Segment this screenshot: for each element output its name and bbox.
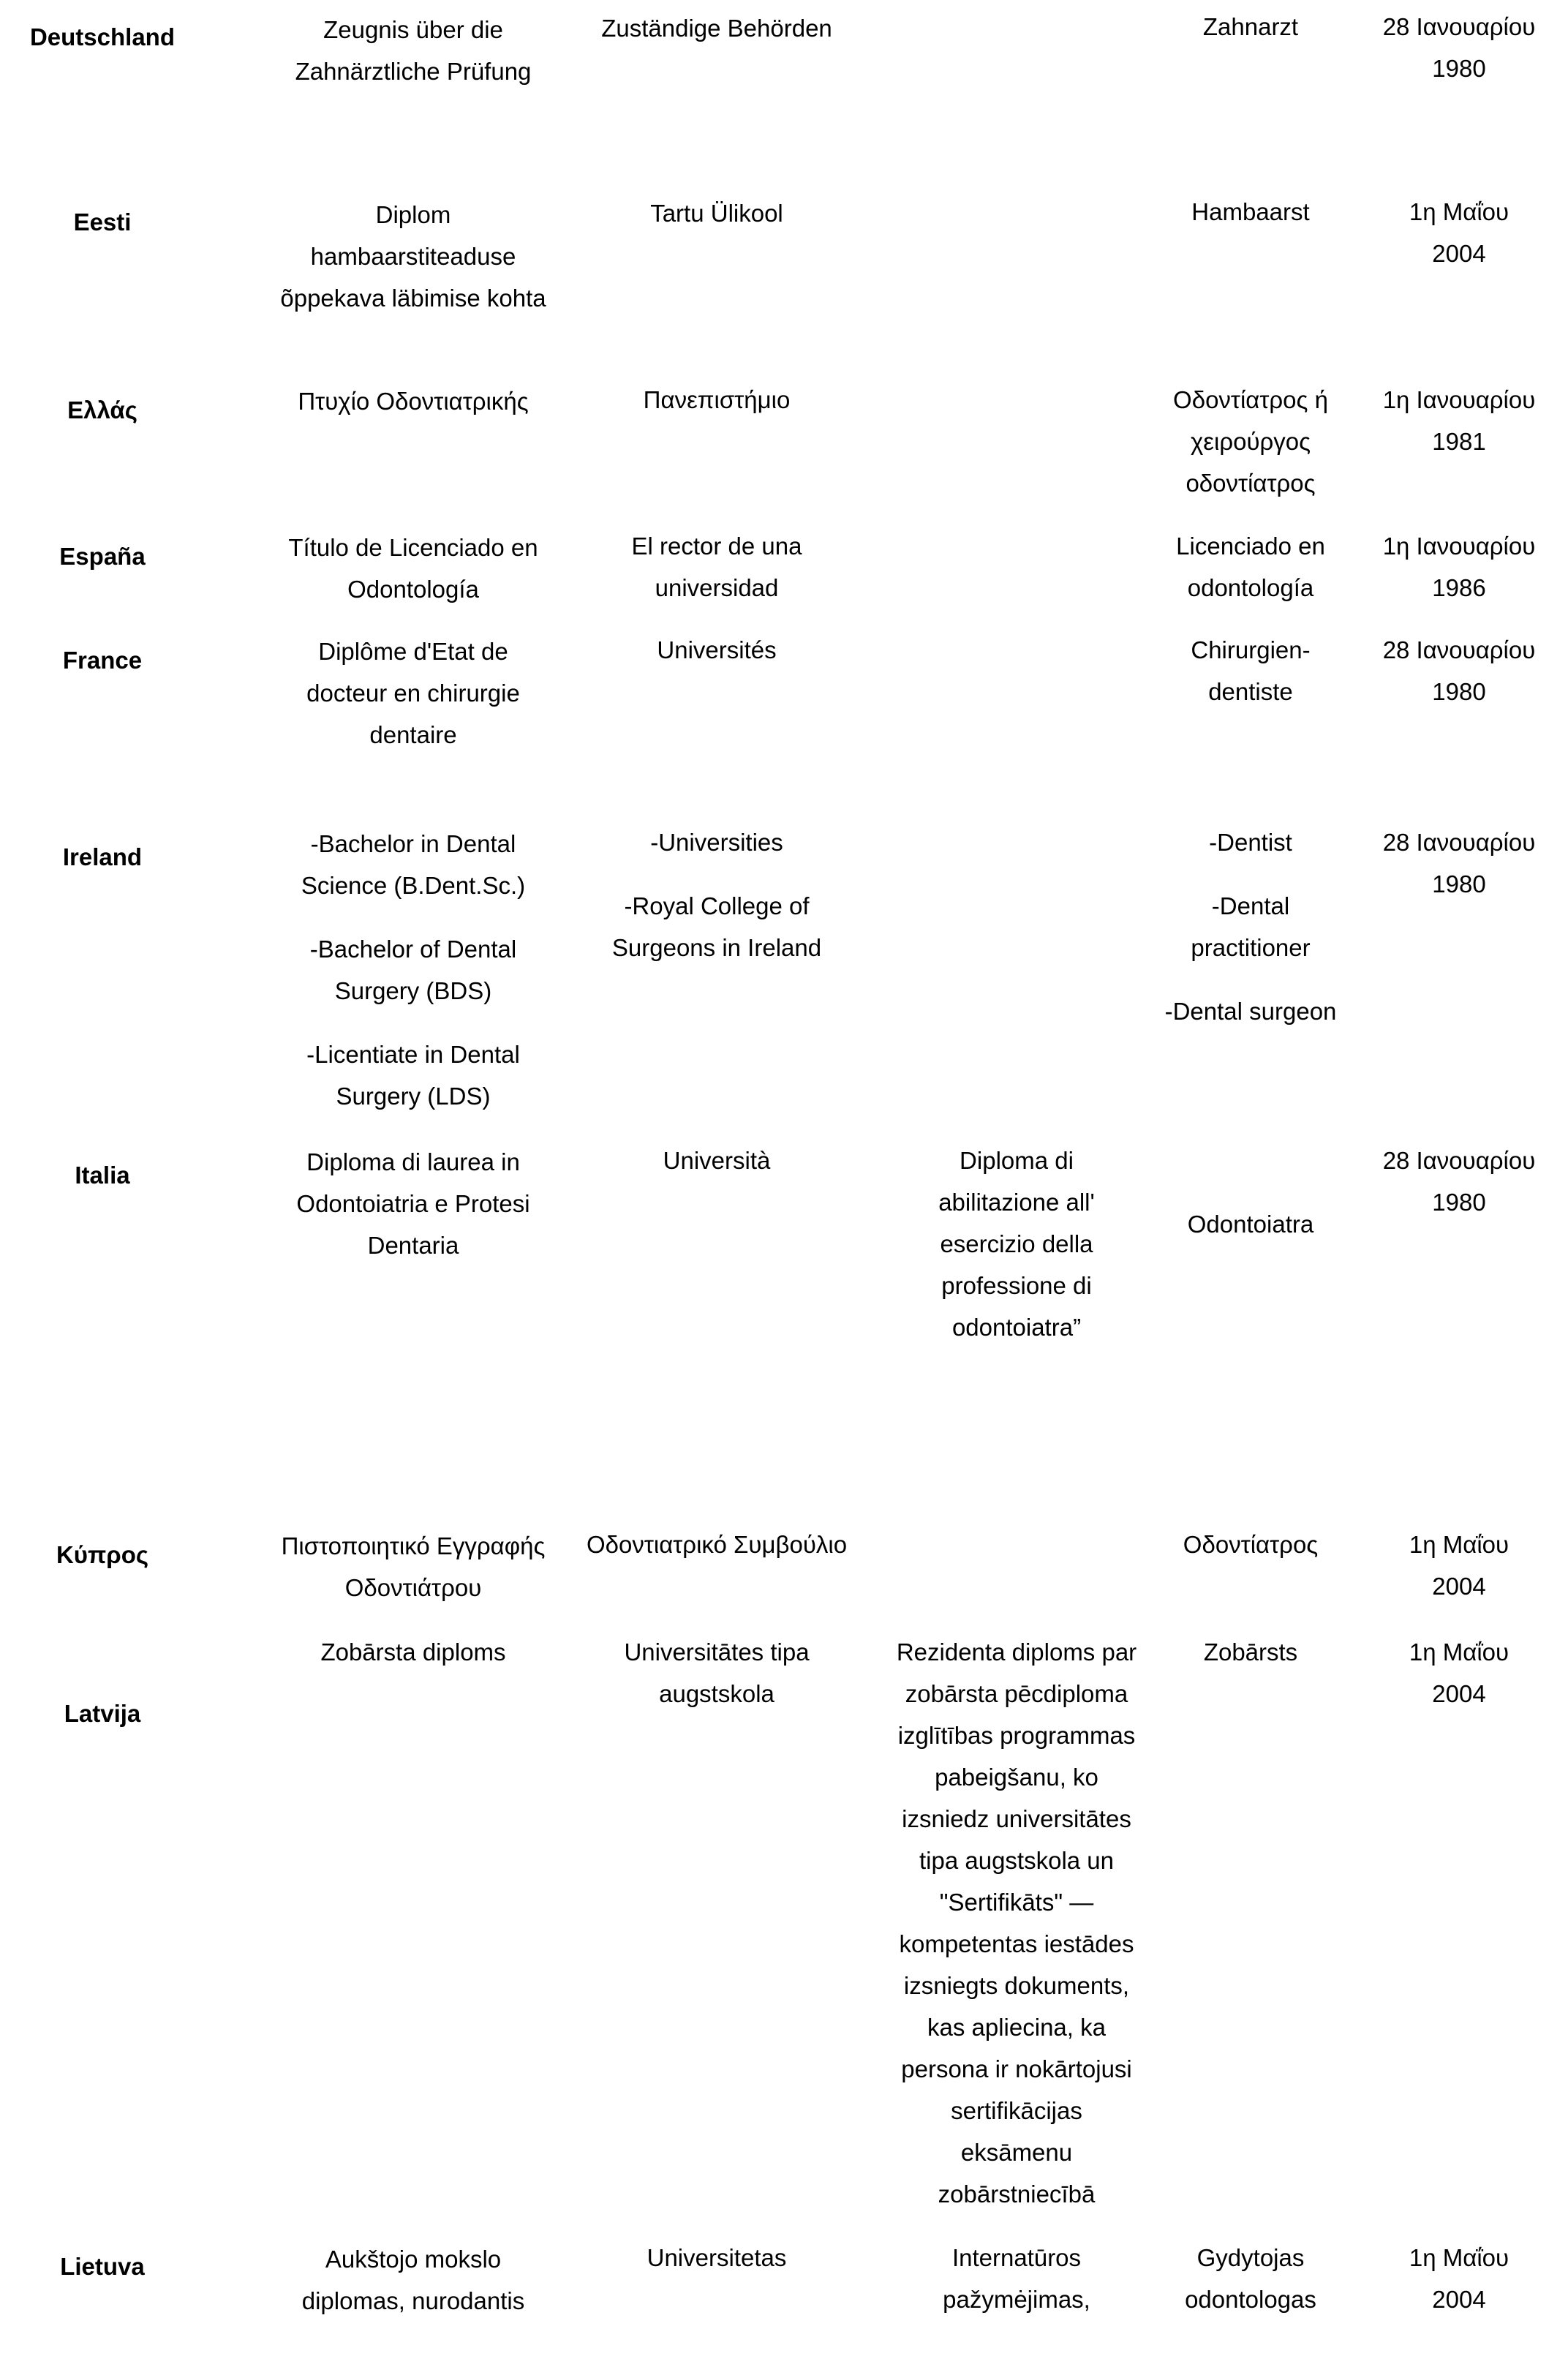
- cell-line: 1980: [1432, 1189, 1486, 1216]
- awarding-body-cell: [563, 1631, 870, 1715]
- cell-line: Surgeons in Ireland: [611, 934, 822, 961]
- awarding-body-cell: [563, 192, 870, 234]
- cell-line: Hambaarst: [1191, 198, 1310, 225]
- country-cell: [0, 535, 205, 577]
- cell-line: Surgery (LDS): [336, 1083, 491, 1110]
- reference-date-cell: [1360, 6, 1558, 89]
- diploma-cell: [263, 631, 563, 756]
- cell-line: [263, 906, 563, 928]
- reference-date-cell: [1360, 379, 1558, 462]
- country-cell: [0, 389, 205, 431]
- diploma-cell: [263, 2238, 563, 2322]
- cell-line: pažymėjimas,: [943, 2286, 1090, 2313]
- cell-line: 2004: [1432, 1573, 1486, 1600]
- awarding-body-cell: [563, 1524, 870, 1565]
- cell-line: 2004: [1432, 240, 1486, 267]
- cell-line: 28 Ιανουαρίου: [1382, 636, 1536, 663]
- cell-line: izsniedz universitātes: [902, 1805, 1131, 1832]
- reference-date-cell: [1360, 821, 1558, 905]
- cell-line: 1η Μαΐου: [1409, 1638, 1509, 1666]
- cell-line: Πανεπιστήμιο: [643, 386, 791, 413]
- cell-line: practitioner: [1191, 934, 1311, 961]
- cell-line: Gydytojas: [1196, 2244, 1305, 2271]
- reference-date-cell: [1360, 629, 1558, 712]
- diploma-cell: [263, 1525, 563, 1608]
- cell-line: Universitetas: [647, 2244, 787, 2271]
- cell-line: Πιστοποιητικό Εγγραφής: [281, 1532, 546, 1559]
- cell-line: augstskola: [659, 1680, 774, 1707]
- professional-title-cell: [1141, 1524, 1360, 1565]
- cell-line: izsniegts dokuments,: [903, 1972, 1130, 1999]
- cell-line: 28 Ιανουαρίου: [1382, 13, 1536, 40]
- certificate-cell: [870, 1631, 1163, 2215]
- cell-line: -Licentiate in Dental: [306, 1041, 520, 1068]
- cell-line: Odontoiatra: [1187, 1211, 1314, 1238]
- cell-line: Ireland: [62, 843, 143, 870]
- awarding-body-cell: [563, 379, 870, 421]
- cell-line: Diploma di laurea in: [306, 1148, 520, 1175]
- diploma-cell: [263, 380, 563, 422]
- cell-line: Odontología: [347, 576, 479, 603]
- cell-line: abilitazione all': [938, 1189, 1095, 1216]
- cell-line: Οδοντιατρικό Συμβούλιο: [586, 1531, 848, 1558]
- cell-line: Licenciado en: [1176, 533, 1325, 560]
- cell-line: Internatūros: [951, 2244, 1082, 2271]
- reference-date-cell: [1360, 191, 1558, 274]
- country-cell: [0, 836, 205, 878]
- cell-line: professione di: [941, 1272, 1092, 1299]
- diploma-cell: [263, 1631, 563, 1673]
- cell-line: -Bachelor in Dental: [310, 830, 516, 857]
- professional-title-cell: [1141, 525, 1360, 609]
- diploma-cell: [263, 527, 563, 610]
- reference-date-cell: [1360, 1631, 1558, 1715]
- cell-line: kas apliecina, ka: [927, 2014, 1106, 2041]
- cell-line: 1981: [1432, 428, 1486, 455]
- cell-line: -Royal College of: [624, 892, 810, 919]
- certificate-cell: [870, 2237, 1163, 2320]
- cell-line: -Dental: [1211, 892, 1290, 919]
- cell-line: Diplôme d'Etat de: [318, 638, 508, 665]
- cell-line: Diplom: [375, 201, 451, 228]
- cell-line: Universités: [657, 636, 777, 663]
- awarding-body-cell: [563, 821, 870, 968]
- awarding-body-cell: [563, 2237, 870, 2278]
- reference-date-cell: [1360, 1524, 1558, 1607]
- cell-line: Zahnärztliche Prüfung: [295, 58, 532, 85]
- cell-line: 1986: [1432, 574, 1486, 601]
- cell-line: persona ir nokārtojusi: [901, 2055, 1132, 2082]
- cell-line: 1η Ιανουαρίου: [1382, 386, 1536, 413]
- cell-line: 2004: [1432, 1680, 1486, 1707]
- cell-line: Zahnarzt: [1202, 13, 1299, 40]
- cell-line: odontologas: [1185, 2286, 1316, 2313]
- professional-title-cell: [1141, 191, 1360, 233]
- cell-line: Tartu Ülikool: [650, 200, 783, 227]
- cell-line: esercizio della: [940, 1230, 1093, 1257]
- professional-title-cell: [1141, 6, 1360, 48]
- cell-line: eksāmenu: [960, 2139, 1073, 2166]
- cell-line: zobārstniecībā: [938, 2180, 1096, 2208]
- diploma-cell: [263, 1141, 563, 1266]
- cell-line: diplomas, nurodantis: [301, 2287, 525, 2314]
- cell-line: Chirurgien-: [1191, 636, 1311, 663]
- cell-line: Latvija: [64, 1700, 141, 1727]
- professional-title-cell: [1141, 1203, 1360, 1245]
- cell-line: hambaarstiteaduse: [310, 243, 516, 270]
- cell-line: "Sertifikāts" —: [939, 1889, 1094, 1916]
- cell-line: 1980: [1432, 678, 1486, 705]
- reference-date-cell: [1360, 525, 1558, 609]
- awarding-body-cell: [563, 525, 870, 609]
- professional-title-cell: [1141, 1631, 1360, 1673]
- cell-line: [1141, 968, 1360, 990]
- cell-line: 1η Ιανουαρίου: [1382, 533, 1536, 560]
- country-cell: [0, 1154, 205, 1196]
- diploma-cell: [263, 9, 563, 92]
- cell-line: pabeigšanu, ko: [935, 1764, 1098, 1791]
- cell-line: 28 Ιανουαρίου: [1382, 1147, 1536, 1174]
- cell-line: izglītības programmas: [897, 1722, 1136, 1749]
- cell-line: France: [62, 647, 143, 674]
- cell-line: Diploma di: [960, 1147, 1074, 1174]
- reference-date-cell: [1360, 2237, 1558, 2320]
- cell-line: [563, 863, 870, 885]
- cell-line: 1η Μαΐου: [1409, 198, 1509, 225]
- cell-line: Dentaria: [367, 1232, 459, 1259]
- country-cell: [0, 1534, 205, 1576]
- cell-line: Zobārsts: [1203, 1638, 1298, 1666]
- cell-line: Ελλάς: [67, 396, 137, 424]
- cell-line: Πτυχίο Οδοντιατρικής: [298, 388, 529, 415]
- cell-line: οδοντίατρος: [1186, 470, 1316, 497]
- cell-line: 28 Ιανουαρίου: [1382, 829, 1536, 856]
- cell-line: Aukštojo mokslo: [325, 2246, 502, 2273]
- awarding-body-cell: [563, 629, 870, 671]
- cell-line: zobārsta pēcdiploma: [905, 1680, 1128, 1707]
- professional-title-cell: [1141, 2237, 1360, 2320]
- cell-line: tipa augstskola un: [919, 1847, 1114, 1874]
- cell-line: Zobārsta diploms: [320, 1638, 506, 1666]
- awarding-body-cell: [563, 7, 870, 49]
- awarding-body-cell: [563, 1140, 870, 1181]
- cell-line: universidad: [655, 574, 779, 601]
- cell-line: Italia: [75, 1162, 130, 1189]
- country-cell: [0, 2246, 205, 2287]
- cell-line: χειρούργος: [1190, 428, 1311, 455]
- cell-line: Zuständige Behörden: [601, 15, 832, 42]
- certificate-cell: [870, 1140, 1163, 1348]
- cell-line: Οδοντίατρος ή: [1173, 386, 1328, 413]
- cell-line: Universitātes tipa: [624, 1638, 810, 1666]
- cell-line: 2004: [1432, 2286, 1486, 2313]
- cell-line: Università: [663, 1147, 771, 1174]
- cell-line: Science (B.Dent.Sc.): [301, 872, 526, 899]
- cell-line: dentiste: [1208, 678, 1293, 705]
- cell-line: Rezidenta diploms par: [896, 1638, 1137, 1666]
- cell-line: Lietuva: [60, 2253, 145, 2280]
- cell-line: 1η Μαΐου: [1409, 1531, 1509, 1558]
- cell-line: Odontoiatria e Protesi: [296, 1190, 530, 1217]
- cell-line: -Dentist: [1209, 829, 1292, 856]
- diploma-cell: [263, 823, 563, 1117]
- cell-line: õppekava läbimise kohta: [280, 285, 546, 312]
- cell-line: docteur en chirurgie: [306, 680, 520, 707]
- cell-line: Zeugnis über die: [323, 16, 503, 43]
- country-cell: [0, 1693, 205, 1734]
- cell-line: Surgery (BDS): [334, 977, 492, 1004]
- cell-line: -Bachelor of Dental: [309, 936, 517, 963]
- professional-title-cell: [1141, 629, 1360, 712]
- cell-line: Deutschland: [29, 23, 176, 50]
- cell-line: 1980: [1432, 55, 1486, 82]
- cell-line: Οδοντιάτρου: [344, 1574, 482, 1601]
- cell-line: 1980: [1432, 870, 1486, 897]
- professional-title-cell: [1141, 379, 1360, 504]
- cell-line: [1141, 863, 1360, 885]
- cell-line: 1η Μαΐου: [1409, 2244, 1509, 2271]
- cell-line: odontología: [1187, 574, 1314, 601]
- cell-line: El rector de una: [631, 533, 802, 560]
- cell-line: Eesti: [73, 208, 132, 236]
- professional-title-cell: [1141, 821, 1360, 1032]
- cell-line: Οδοντίατρος: [1183, 1531, 1319, 1558]
- cell-line: odontoiatra”: [951, 1314, 1082, 1341]
- cell-line: Κύπρος: [56, 1541, 149, 1568]
- cell-line: [263, 1012, 563, 1034]
- cell-line: España: [59, 543, 146, 570]
- country-cell: [0, 16, 205, 58]
- cell-line: Título de Licenciado en: [288, 534, 538, 561]
- cell-line: dentaire: [369, 721, 457, 748]
- country-cell: [0, 201, 205, 243]
- country-cell: [0, 639, 205, 681]
- cell-line: kompetentas iestādes: [899, 1930, 1134, 1957]
- cell-line: -Universities: [650, 829, 783, 856]
- cell-line: sertifikācijas: [951, 2097, 1082, 2124]
- cell-line: -Dental surgeon: [1164, 998, 1337, 1025]
- diploma-cell: [263, 194, 563, 319]
- reference-date-cell: [1360, 1140, 1558, 1223]
